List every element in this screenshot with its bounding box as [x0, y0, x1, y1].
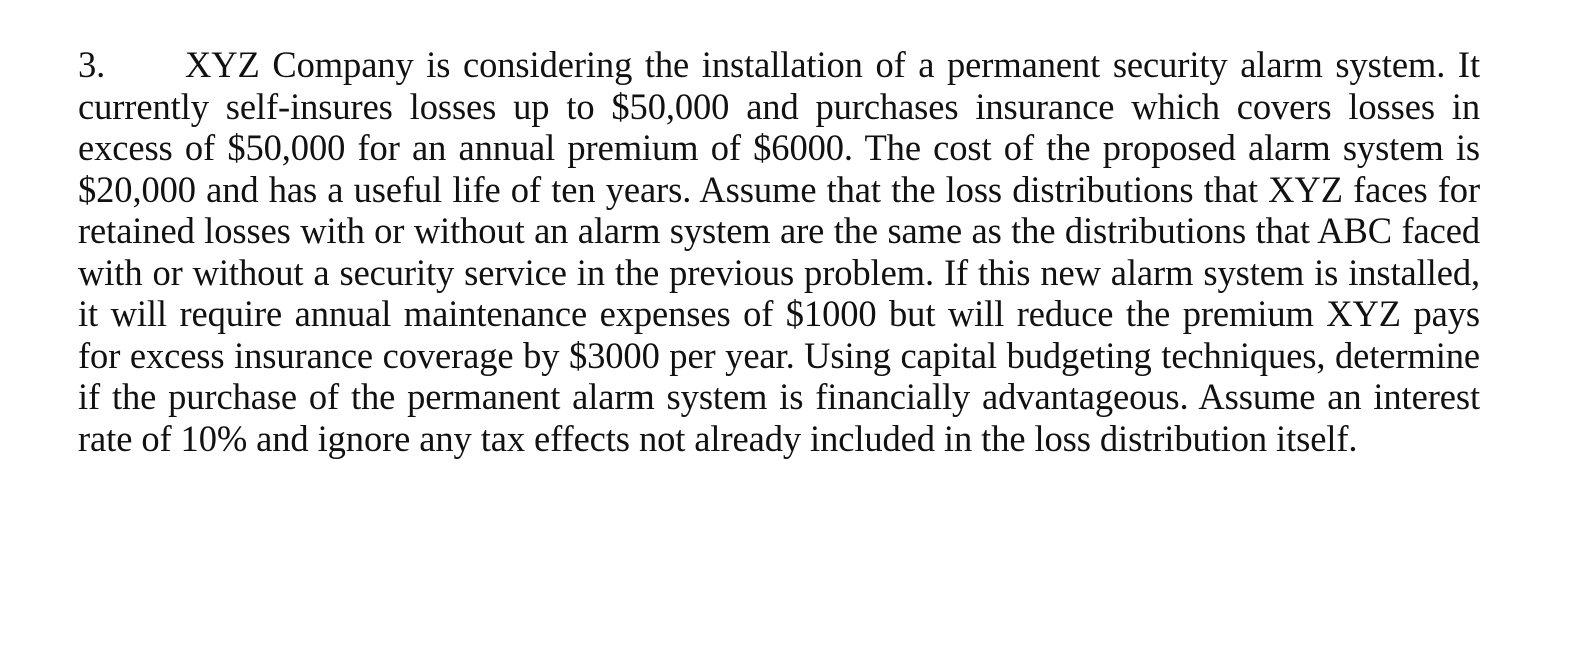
problem-number: 3. [78, 44, 106, 85]
problem-text: XYZ Company is considering the installation of a permanent security alarm system. It currently self-insures losses up to $50,000 and purchases insurance which covers losses in excess of $50,000 for an annual premium of $6000. The cost of the proposed alarm system is $20,000 and has a useful life of ten years. Assume that the loss distributions that XYZ faces for retained losses with or without an alarm system are the same as the distributions that ABC faced with or without a security service in the previous problem. If this new alarm system is installed, it will require annual maintenance expenses of $1000 but will reduce the premium XYZ pays for excess insurance coverage by $3000 per year. Using capital budgeting techniques, determine if the purchase of the permanent alarm system is financially advantageous. Assume an interest rate of 10% and ignore any tax effects not already included in the loss distribution itself. [78, 44, 1480, 459]
problem-paragraph [78, 44, 1480, 459]
